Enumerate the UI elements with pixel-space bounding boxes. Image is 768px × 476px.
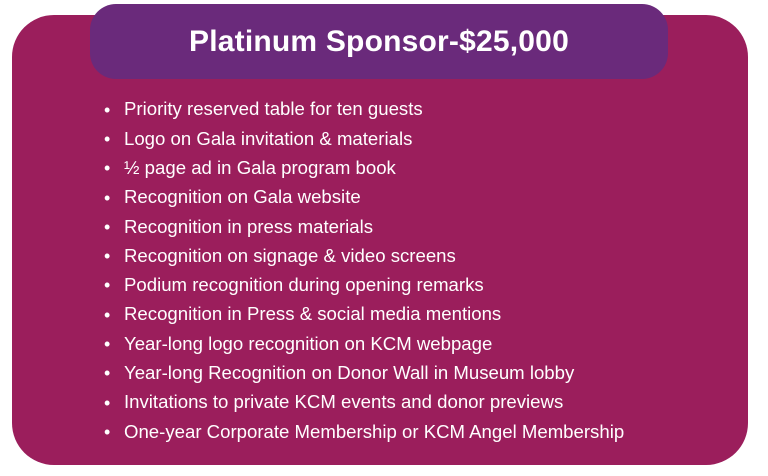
benefit-text: Priority reserved table for ten guests bbox=[124, 98, 423, 120]
benefit-text: Logo on Gala invitation & materials bbox=[124, 127, 413, 149]
bullet-icon: • bbox=[104, 392, 111, 413]
bullet-icon: • bbox=[104, 275, 111, 296]
benefit-text: Invitations to private KCM events and donor previews bbox=[124, 391, 564, 413]
benefit-item bbox=[104, 300, 734, 329]
benefit-text: Year-long logo recognition on KCM webpage bbox=[124, 332, 493, 354]
benefit-text: Recognition in press materials bbox=[124, 215, 374, 237]
bullet-icon: • bbox=[104, 334, 111, 355]
benefit-item bbox=[104, 212, 734, 241]
bullet-icon: • bbox=[104, 304, 111, 325]
benefit-item bbox=[104, 271, 734, 300]
benefit-item bbox=[104, 417, 734, 446]
benefits-list bbox=[104, 95, 734, 447]
benefit-text: Year-long Recognition on Donor Wall in Museum lobby bbox=[124, 362, 575, 384]
benefit-text: One-year Corporate Membership or KCM Angel Membership bbox=[124, 420, 625, 442]
benefit-text: Recognition in Press & social media mentions bbox=[124, 303, 502, 325]
sponsor-tier-title: Platinum Sponsor-$25,000 bbox=[189, 24, 569, 58]
benefit-item bbox=[104, 241, 734, 270]
bullet-icon: • bbox=[104, 187, 111, 208]
benefit-item bbox=[104, 183, 734, 212]
benefit-text: Podium recognition during opening remarks bbox=[124, 274, 484, 296]
benefit-text: Recognition on Gala website bbox=[124, 186, 361, 208]
benefit-text: ½ page ad in Gala program book bbox=[124, 156, 396, 178]
benefit-text: Recognition on signage & video screens bbox=[124, 244, 456, 266]
bullet-icon: • bbox=[104, 216, 111, 237]
benefit-item bbox=[104, 329, 734, 358]
benefit-item bbox=[104, 388, 734, 417]
bullet-icon: • bbox=[104, 421, 111, 442]
benefit-item bbox=[104, 124, 734, 153]
benefit-item bbox=[104, 154, 734, 183]
bullet-icon: • bbox=[104, 363, 111, 384]
bullet-icon: • bbox=[104, 128, 111, 149]
bullet-icon: • bbox=[104, 246, 111, 267]
bullet-icon: • bbox=[104, 99, 111, 120]
bullet-icon: • bbox=[104, 158, 111, 179]
benefit-item bbox=[104, 95, 734, 124]
benefit-item bbox=[104, 359, 734, 388]
sponsor-tier-header bbox=[90, 4, 668, 79]
